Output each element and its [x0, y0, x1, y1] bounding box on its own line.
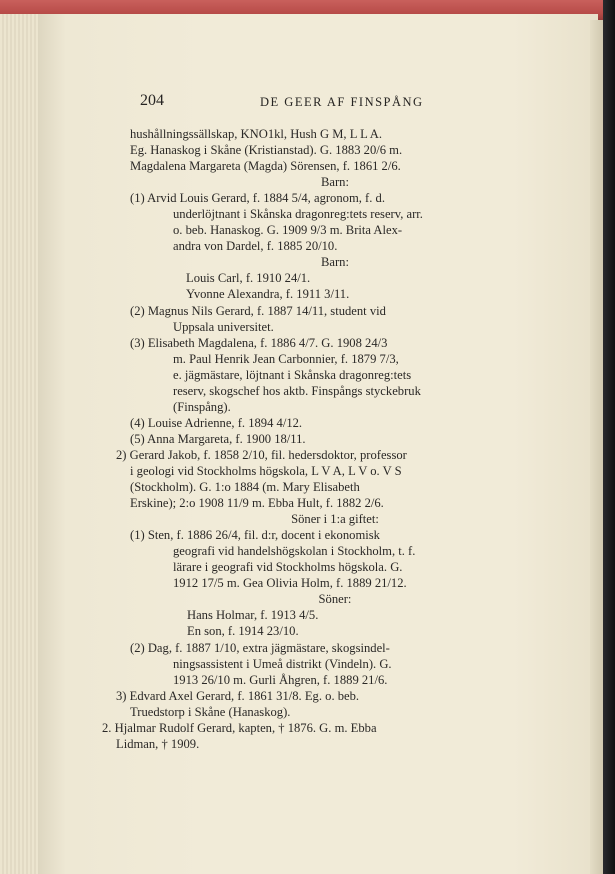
text-line: Erskine); 2:o 1908 11/9 m. Ebba Hult, f. 1882 2/6. [130, 496, 384, 511]
text-line: (Stockholm). G. 1:o 1884 (m. Mary Elisabeth [130, 480, 360, 495]
text-line: reserv, skogschef hos aktb. Finspångs styckebruk [173, 383, 421, 398]
section-label: Barn: [321, 175, 349, 190]
text-line: (4) Louise Adrienne, f. 1894 4/12. [130, 415, 303, 430]
text-line: andra von Dardel, f. 1885 20/10. [173, 239, 338, 254]
text-line: lärare i geografi vid Stockholms högskola. G. [173, 560, 403, 575]
text-line: 2. Hjalmar Rudolf Gerard, kapten, † 1876. G. m. Ebba [102, 720, 377, 735]
text-line: Truedstorp i Skåne (Hanaskog). [130, 704, 291, 719]
text-line: i geologi vid Stockholms högskola, L V A, L V o. V S [130, 463, 402, 478]
text-line: Lidman, † 1909. [116, 736, 200, 751]
text-line: underlöjtnant i Skånska dragonreg:tets reserv, arr. [173, 207, 423, 222]
text-line: Yvonne Alexandra, f. 1911 3/11. [186, 287, 350, 302]
text-line: En son, f. 1914 23/10. [187, 624, 299, 639]
text-line: (5) Anna Margareta, f. 1900 18/11. [130, 431, 306, 446]
page-gutter [590, 20, 604, 874]
text-line: 3) Edvard Axel Gerard, f. 1861 31/8. Eg. o. beb. [116, 688, 360, 703]
text-line: Eg. Hanaskog i Skåne (Kristianstad). G. 1883 20/6 m. [130, 143, 403, 158]
text-line: Magdalena Margareta (Magda) Sörensen, f. 1861 2/6. [130, 159, 401, 174]
text-line: 1912 17/5 m. Gea Olivia Holm, f. 1889 21/12. [173, 576, 407, 591]
text-line: ningsassistent i Umeå distrikt (Vindeln). G. [173, 656, 392, 671]
text-line: Uppsala universitet. [173, 319, 274, 334]
text-line: (2) Magnus Nils Gerard, f. 1887 14/11, student vid [130, 303, 386, 318]
text-line: (1) Arvid Louis Gerard, f. 1884 5/4, agronom, f. d. [130, 191, 385, 206]
section-label: Barn: [321, 255, 349, 270]
body-text [102, 126, 540, 752]
text-line: (Finspång). [173, 399, 231, 414]
section-label: Söner: [318, 592, 352, 607]
page-number: 204 [140, 92, 164, 109]
text-line: (3) Elisabeth Magdalena, f. 1886 4/7. G. 1908 24/3 [130, 335, 388, 350]
text-line: o. beb. Hanaskog. G. 1909 9/3 m. Brita Alex- [173, 223, 403, 238]
section-label: Söner i 1:a giftet: [291, 512, 379, 527]
text-line: m. Paul Henrik Jean Carbonnier, f. 1879 7/3, [173, 351, 399, 366]
text-line: e. jägmästare, löjtnant i Skånska dragonreg:tets [173, 367, 412, 382]
text-line: 2) Gerard Jakob, f. 1858 2/10, fil. hedersdoktor, professor [116, 447, 407, 462]
text-line: Hans Holmar, f. 1913 4/5. [187, 608, 319, 623]
text-line: (1) Sten, f. 1886 26/4, fil. d:r, docent i ekonomisk [130, 528, 380, 543]
book-cover-right [603, 0, 615, 874]
text-line: (2) Dag, f. 1887 1/10, extra jägmästare, skogsindel- [130, 640, 390, 655]
text-line: 1913 26/10 m. Gurli Åhgren, f. 1889 21/6. [173, 672, 388, 687]
running-head: DE GEER AF FINSPÅNG [260, 95, 424, 109]
text-line: Louis Carl, f. 1910 24/1. [186, 271, 311, 286]
text-line: hushållningssällskap, KNO1kl, Hush G M, L L A. [130, 127, 382, 141]
text-line: geografi vid handelshögskolan i Stockholm, t. f. [173, 544, 416, 559]
